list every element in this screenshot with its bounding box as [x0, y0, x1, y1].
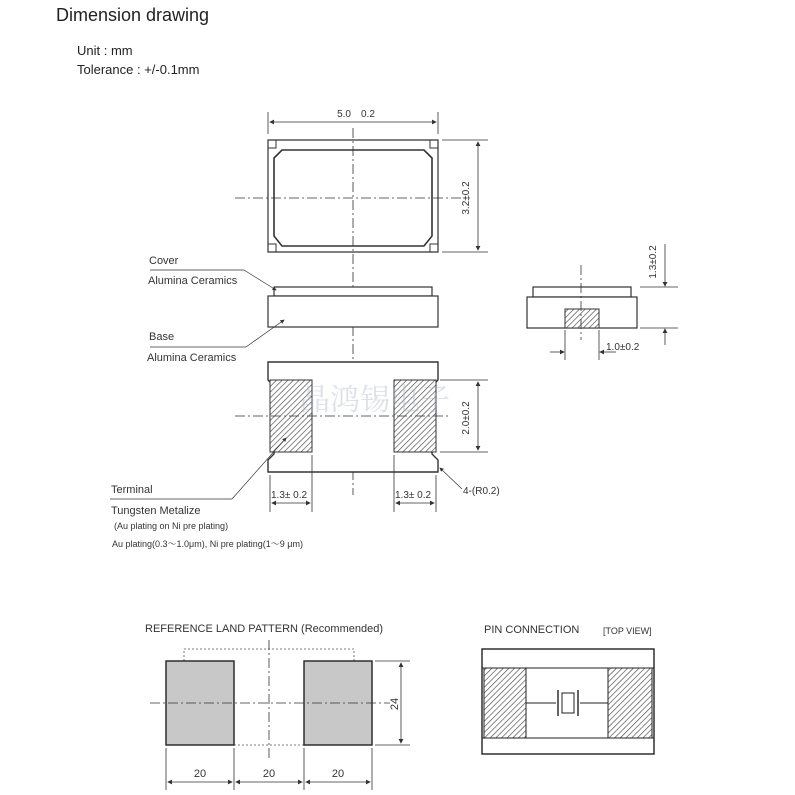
- land-dim-2: 20: [262, 768, 276, 780]
- top-height-dim: 3.2±0.2: [461, 181, 472, 215]
- pin-connection: [482, 649, 654, 754]
- cover-label: Cover: [149, 255, 179, 267]
- land-dim-1: 20: [193, 768, 207, 780]
- land-pattern: [150, 640, 410, 790]
- left-pad-dim: 1.3± 0.2: [271, 490, 308, 501]
- top-view-label: [TOP VIEW]: [603, 626, 652, 636]
- watermark: 晶鸿锡电子: [300, 384, 450, 417]
- page-title: Dimension drawing: [56, 5, 210, 25]
- land-pattern-title: REFERENCE LAND PATTERN (Recommended): [145, 623, 383, 635]
- end-width-dim: 1.0±0.2: [606, 342, 640, 353]
- pin-connection-title: PIN CONNECTION: [484, 624, 580, 636]
- plating-note-2: Au plating(0.3〜1.0μm), Ni pre plating(1〜9 μm): [112, 539, 303, 549]
- bottom-height-dim: 2.0±0.2: [461, 401, 472, 435]
- base-label: Base: [149, 331, 175, 343]
- unit-note: Unit : mm: [77, 43, 133, 58]
- right-pad-dim: 1.3± 0.2: [395, 490, 432, 501]
- plating-note-1: (Au plating on Ni pre plating): [114, 521, 229, 531]
- terminal-label: Terminal: [111, 484, 153, 496]
- corner-radius-label: 4-(R0.2): [463, 486, 500, 497]
- top-width-dim: 5.0 0.2: [337, 109, 375, 120]
- tolerance-note: Tolerance : +/-0.1mm: [77, 62, 200, 77]
- land-height-dim: 24: [389, 697, 401, 711]
- end-height-dim: 1.3±0.2: [648, 245, 659, 279]
- land-dim-3: 20: [331, 768, 345, 780]
- cover-material-label: Alumina Ceramics: [148, 275, 238, 287]
- base-material-label: Alumina Ceramics: [147, 352, 237, 364]
- terminal-material-label: Tungsten Metalize: [111, 505, 201, 517]
- end-view: [527, 244, 678, 360]
